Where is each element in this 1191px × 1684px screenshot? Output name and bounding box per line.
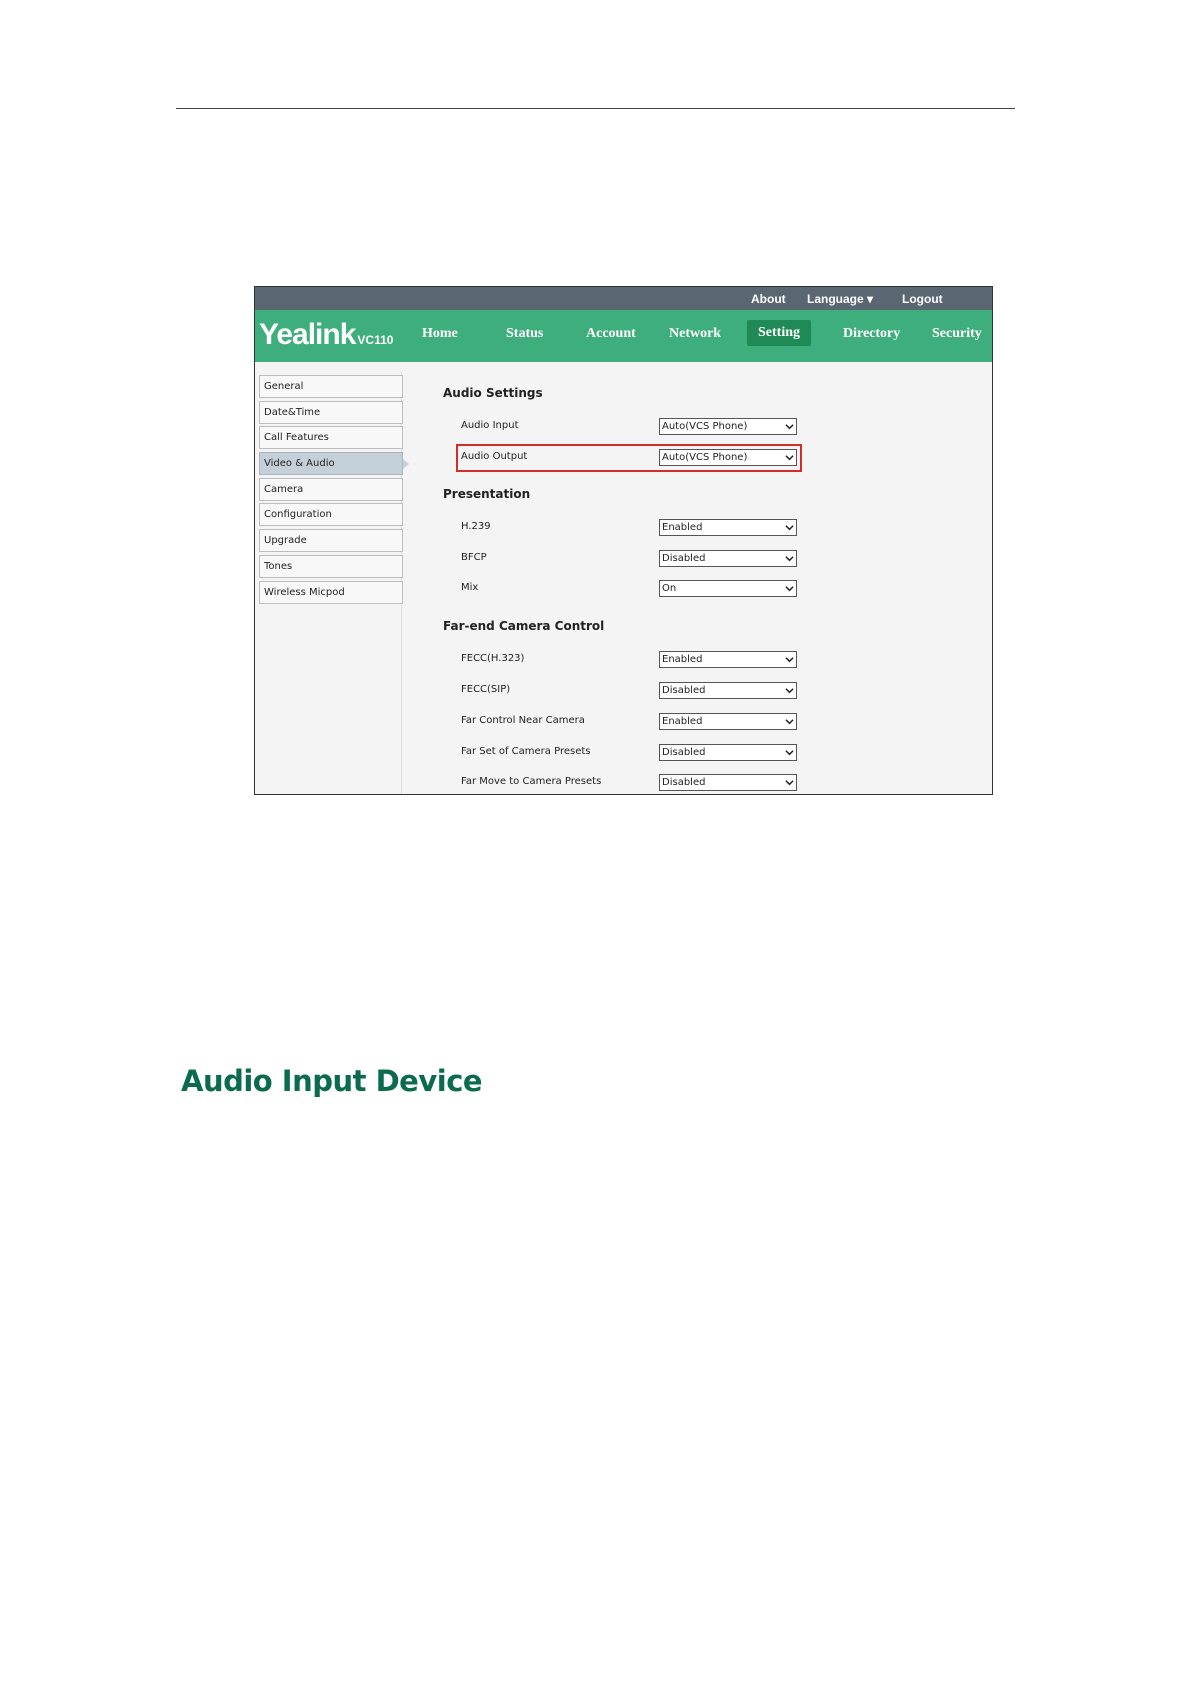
fecc-h323-label: FECC(H.323) xyxy=(461,653,525,664)
mix-select[interactable] xyxy=(659,580,797,597)
sidebar-item-configuration[interactable]: Configuration xyxy=(259,503,403,526)
far-control-near-camera-value: Enabled xyxy=(662,716,703,727)
language-menu[interactable]: Language ▾ xyxy=(807,292,874,306)
sidebar-item-call-features[interactable]: Call Features xyxy=(259,426,403,449)
chevron-down-icon xyxy=(785,453,794,462)
chevron-down-icon xyxy=(785,717,794,726)
chevron-down-icon xyxy=(785,584,794,593)
chevron-down-icon xyxy=(785,686,794,695)
nav-setting[interactable]: Setting xyxy=(747,320,811,346)
page-header-rule xyxy=(176,108,1015,109)
fecc-h323-value: Enabled xyxy=(662,654,703,665)
sidebar-item-date-time[interactable]: Date&Time xyxy=(259,401,403,424)
nav-home[interactable]: Home xyxy=(422,326,458,341)
h239-value: Enabled xyxy=(662,522,703,533)
chevron-down-icon xyxy=(785,523,794,532)
audio-output-label: Audio Output xyxy=(461,451,528,462)
far-move-presets-label: Far Move to Camera Presets xyxy=(461,776,602,787)
bfcp-select[interactable] xyxy=(659,550,797,567)
mix-label: Mix xyxy=(461,582,479,593)
chevron-down-icon xyxy=(785,748,794,757)
h239-label: H.239 xyxy=(461,521,491,532)
audio-input-value: Auto(VCS Phone) xyxy=(662,421,748,432)
logout-link[interactable]: Logout xyxy=(902,292,943,306)
sidebar-item-video-audio[interactable]: Video & Audio xyxy=(259,452,403,475)
settings-sidebar xyxy=(259,375,403,606)
audio-output-value: Auto(VCS Phone) xyxy=(662,452,748,463)
chevron-down-icon xyxy=(785,778,794,787)
fecc-h323-select[interactable] xyxy=(659,651,797,668)
section-heading: Audio Input Device xyxy=(181,1064,483,1098)
nav-status[interactable]: Status xyxy=(506,326,544,341)
fecc-sip-label: FECC(SIP) xyxy=(461,684,511,695)
fecc-sip-value: Disabled xyxy=(662,685,706,696)
nav-account[interactable]: Account xyxy=(586,326,636,341)
fecc-title: Far-end Camera Control xyxy=(443,619,605,633)
sidebar-item-upgrade[interactable]: Upgrade xyxy=(259,529,403,552)
sidebar-item-wireless-micpod[interactable]: Wireless Micpod xyxy=(259,581,403,604)
fecc-sip-select[interactable] xyxy=(659,682,797,699)
nav-security[interactable]: Security xyxy=(932,326,982,341)
model-label: VC110 xyxy=(357,333,394,347)
audio-output-select[interactable] xyxy=(659,449,797,466)
sidebar-item-tones[interactable]: Tones xyxy=(259,555,403,578)
web-ui-screenshot xyxy=(254,286,993,795)
chevron-down-icon xyxy=(785,655,794,664)
main-navbar xyxy=(255,310,992,362)
nav-network[interactable]: Network xyxy=(669,326,722,341)
sidebar-item-general[interactable]: General xyxy=(259,375,403,398)
far-control-near-camera-label: Far Control Near Camera xyxy=(461,715,585,726)
far-move-presets-value: Disabled xyxy=(662,777,706,788)
bfcp-value: Disabled xyxy=(662,553,706,564)
far-move-presets-select[interactable] xyxy=(659,774,797,791)
audio-settings-title: Audio Settings xyxy=(443,386,543,400)
logo-text: Yealink xyxy=(259,318,356,351)
mix-value: On xyxy=(662,583,677,594)
far-set-presets-label: Far Set of Camera Presets xyxy=(461,746,591,757)
sidebar-item-camera[interactable]: Camera xyxy=(259,478,403,501)
far-set-presets-select[interactable] xyxy=(659,744,797,761)
chevron-down-icon xyxy=(785,422,794,431)
presentation-title: Presentation xyxy=(443,487,531,501)
audio-input-label: Audio Input xyxy=(461,420,519,431)
top-utility-bar xyxy=(255,287,992,310)
audio-input-select[interactable] xyxy=(659,418,797,435)
chevron-down-icon xyxy=(785,554,794,563)
bfcp-label: BFCP xyxy=(461,552,487,563)
h239-select[interactable] xyxy=(659,519,797,536)
far-set-presets-value: Disabled xyxy=(662,747,706,758)
about-link[interactable]: About xyxy=(751,292,786,306)
far-control-near-camera-select[interactable] xyxy=(659,713,797,730)
yealink-logo xyxy=(259,318,393,352)
nav-directory[interactable]: Directory xyxy=(843,326,901,341)
